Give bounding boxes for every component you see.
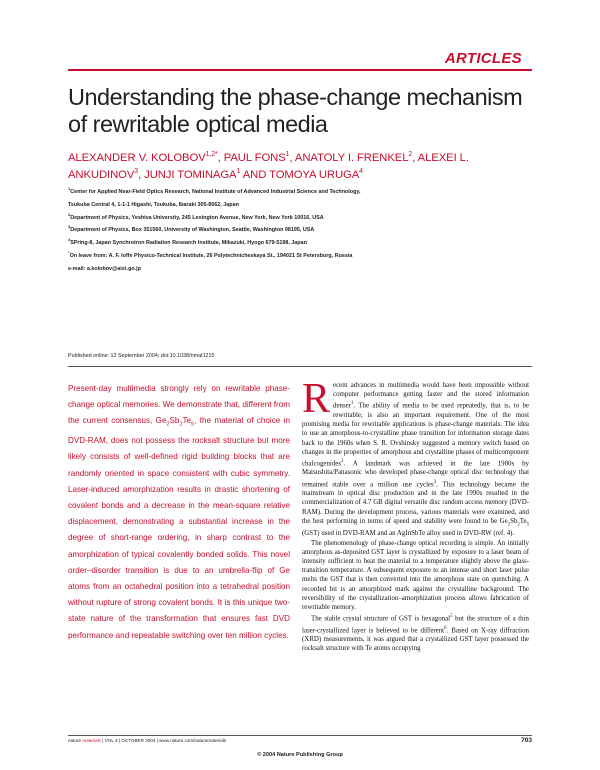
- reference-marker: 5: [450, 614, 453, 620]
- reference-marker: 2: [341, 458, 344, 464]
- affiliation-line: [68, 222, 538, 235]
- author-affiliation-marker: 3: [134, 168, 139, 176]
- journal-issue: | VOL 3 | OCTOBER 2004 | www.nature.com/naturematerials: [100, 738, 227, 743]
- body-text-run: ecent advances in multimedia would have been impossible without computer performance getting faster and the stored information denser: [333, 382, 529, 410]
- affiliation-number: 3: [68, 224, 71, 230]
- affiliation-text: e-mail: a.kolobov@aist.go.jp: [68, 265, 141, 272]
- affiliation-text: Center for Applied Near-Field Optics Research, National Institute of Advanced Industrial Science and Technology,: [70, 188, 361, 195]
- formula-subscript: 5: [526, 522, 529, 528]
- article-title: Understanding the phase-change mechanism of rewritable optical media: [68, 84, 523, 137]
- affiliations: [68, 184, 538, 274]
- abstract-subscript: 2: [179, 422, 183, 429]
- reference-marker: 6: [444, 625, 447, 631]
- author-name: ALEXEI L. ANKUDINOV: [68, 151, 469, 182]
- journal-name: materials: [82, 738, 101, 743]
- page-number: 703: [521, 737, 532, 744]
- affiliation-text: On leave from: A. F. Ioffe Physico-Technical Institute, 26 Polytechnicheskaya St., 194021 St Petersburg, Russia: [69, 252, 353, 259]
- affiliation-text: Tsukuba Central 4, 1-1-1 Higashi, Tsukuba, Ibaraki 305-8562, Japan: [68, 201, 239, 208]
- section-label: ARTICLES: [444, 50, 522, 67]
- published-online-line: Published online: 12 September 2004; doi:10.1038/nmat1215: [68, 353, 215, 359]
- divider: [68, 366, 532, 367]
- journal-prefix: nature: [68, 738, 82, 743]
- author-name: ALEXANDER V. KOLOBOV: [68, 151, 206, 164]
- section-rule: [68, 69, 532, 71]
- body-paragraph: [302, 612, 529, 653]
- abstract-text: Sb: [169, 416, 180, 426]
- body-text-run: . The ability of media to be used repeatedly, that is, to be rewritable, is also an important requirement. One of the most promising media for rewritable applications is phase-change materials. The idea to use an amorphous-to-crystalline phase transition for information storage dates back to the 1960s when S. R. Ovshinsky suggested a memory switch based on changes in the properties of amorphous and crystalline phases of multicomponent chalcogenides: [302, 402, 529, 468]
- author-name: ANATOLY I. FRENKEL: [294, 151, 409, 164]
- body-text-run: but the structure of a thin laser-crystallized layer is believed to be different: [302, 615, 529, 634]
- affiliation-text: Department of Physics, Box 351560, University of Washington, Seattle, Washington 98195, USA: [70, 227, 315, 234]
- author-affiliation-marker: 1,2*: [205, 151, 218, 158]
- body-text-run: The stable crystal structure of GST is hexagonal: [311, 615, 451, 623]
- abstract-text: Te: [182, 416, 192, 426]
- affiliation-line: [68, 248, 538, 261]
- body-text: [302, 376, 529, 654]
- abstract-subscript: 5: [191, 422, 195, 429]
- body-paragraph: [302, 376, 529, 539]
- abstract-subscript: 2: [166, 422, 170, 429]
- author-affiliation-marker: 4: [359, 168, 363, 176]
- body-text-run: Te: [519, 517, 527, 525]
- reference-marker: 1: [351, 401, 354, 407]
- affiliation-text: Department of Physics, Yeshiva University, 245 Lexington Avenue, New York, New York 10016, USA: [70, 214, 324, 221]
- author-name: PAUL FONS: [223, 151, 286, 164]
- body-text-run: . Based on X-ray diffraction (XRD) measurements, it was argued that a crystallized GST layer possessed the rocksalt structure with Te atoms occupying: [302, 626, 529, 653]
- copyright-line: © 2004 Nature Publishing Group: [257, 752, 343, 758]
- formula-subscript: 2: [507, 522, 511, 528]
- drop-cap: R: [302, 376, 331, 422]
- affiliation-text: SPring-8, Japan Synchrotron Radiation Research Institute, Mikazuki, Hyogo 679-5198, Japan: [70, 239, 307, 246]
- author-affiliation-marker: 1: [285, 151, 290, 158]
- author-list: ALEXANDER V. $KOLOBOV^{1,2*}$, PAUL FONS$^1$, ANATOLY I. FRENKEL$^2$, ALEXEI L. ANKUDINOV$^3$, JUNJI TOMINAGA$^1$ AND TOMOYA URUGA$^4$: [68, 151, 469, 182]
- affiliation-line: [68, 261, 538, 274]
- body-text-run: (GST) used in DVD-RAM and an AgInSbTe alloy used in DVD-RW (ref. 4).: [302, 530, 515, 538]
- author-name: TOMOYA URUGA: [269, 169, 360, 182]
- affiliation-number: 1: [68, 186, 71, 191]
- formula-subscript: 2: [517, 522, 520, 528]
- affiliation-number: *: [68, 249, 70, 255]
- abstract-text: , the material of choice in DVD-RAM, does not possess the rocksalt structure but more likely consists of well-defined rigid building blocks that are randomly oriented in space consistent with cubic symmetry. Laser-induced amorphization results in drastic shortening of covalent bonds and a decrease in the mean-square relative displacement, demonstrating a substantial increase in the degree of short-range ordering, in sharp contrast to the amorphization of typical covalently bonded solids. This novel order–disorder transition is due to an umbrella-flip of Ge atoms from an octahedral position into a tetrahedral position without rupture of strong covalent bonds. It is this unique two-state nature of the transformation that ensures fast DVD performance and repeatable switching over ten million cycles.: [68, 416, 290, 640]
- affiliation-number: 2: [68, 211, 71, 217]
- journal-footer: [68, 738, 226, 743]
- author-joiner: AND: [242, 169, 267, 182]
- author-name: JUNJI TOMINAGA: [144, 169, 237, 182]
- affiliation-line: [68, 235, 538, 248]
- author-affiliation-marker: 1: [236, 168, 241, 176]
- author-affiliation-marker: 2: [408, 151, 413, 158]
- affiliation-line: [68, 197, 538, 210]
- footer-divider: [68, 735, 532, 736]
- body-text-run: . A landmark was achieved in the late 1980s by Matsushita/Panasonic who developed phase-change optical disc technology that remained stable over a million use cycles: [302, 460, 529, 488]
- affiliation-number: 4: [68, 237, 71, 243]
- body-text-run: Sb: [510, 517, 518, 525]
- affiliation-line: [68, 210, 538, 223]
- body-text-run: . This technology became the mainstream in optical disc production and in the late 1990s resulted in the commercialization of 4.7 GB digital versatile disc random access memory (DVD-RAM). During the development process, various materials were examined, and the best performing in terms of speed and stability were found to be Ge: [302, 480, 529, 525]
- abstract-text: Present-day multimedia strongly rely on rewritable phase-change optical memories. We demonstrate that, different from the current consensus, Ge: [68, 384, 290, 426]
- affiliation-line: [68, 184, 538, 197]
- body-paragraph: The phenomenology of phase-change optical recording is simple. An initially amorphous as-deposited GST layer is crystallized by exposure to a laser beam of intensity sufficient to heat the material to a temperature slightly above the glass-transition temperature. A subsequent exposure to an intense and short laser pulse melts the GST that is then converted into the amorphous state on quenching. A recorded bit is an amorphized mark against the crystalline background. The reversibility of the crystallization–amorphization process allows fabrication of rewritable memory.: [302, 539, 529, 611]
- reference-marker: 3: [433, 479, 437, 485]
- abstract: [68, 381, 290, 644]
